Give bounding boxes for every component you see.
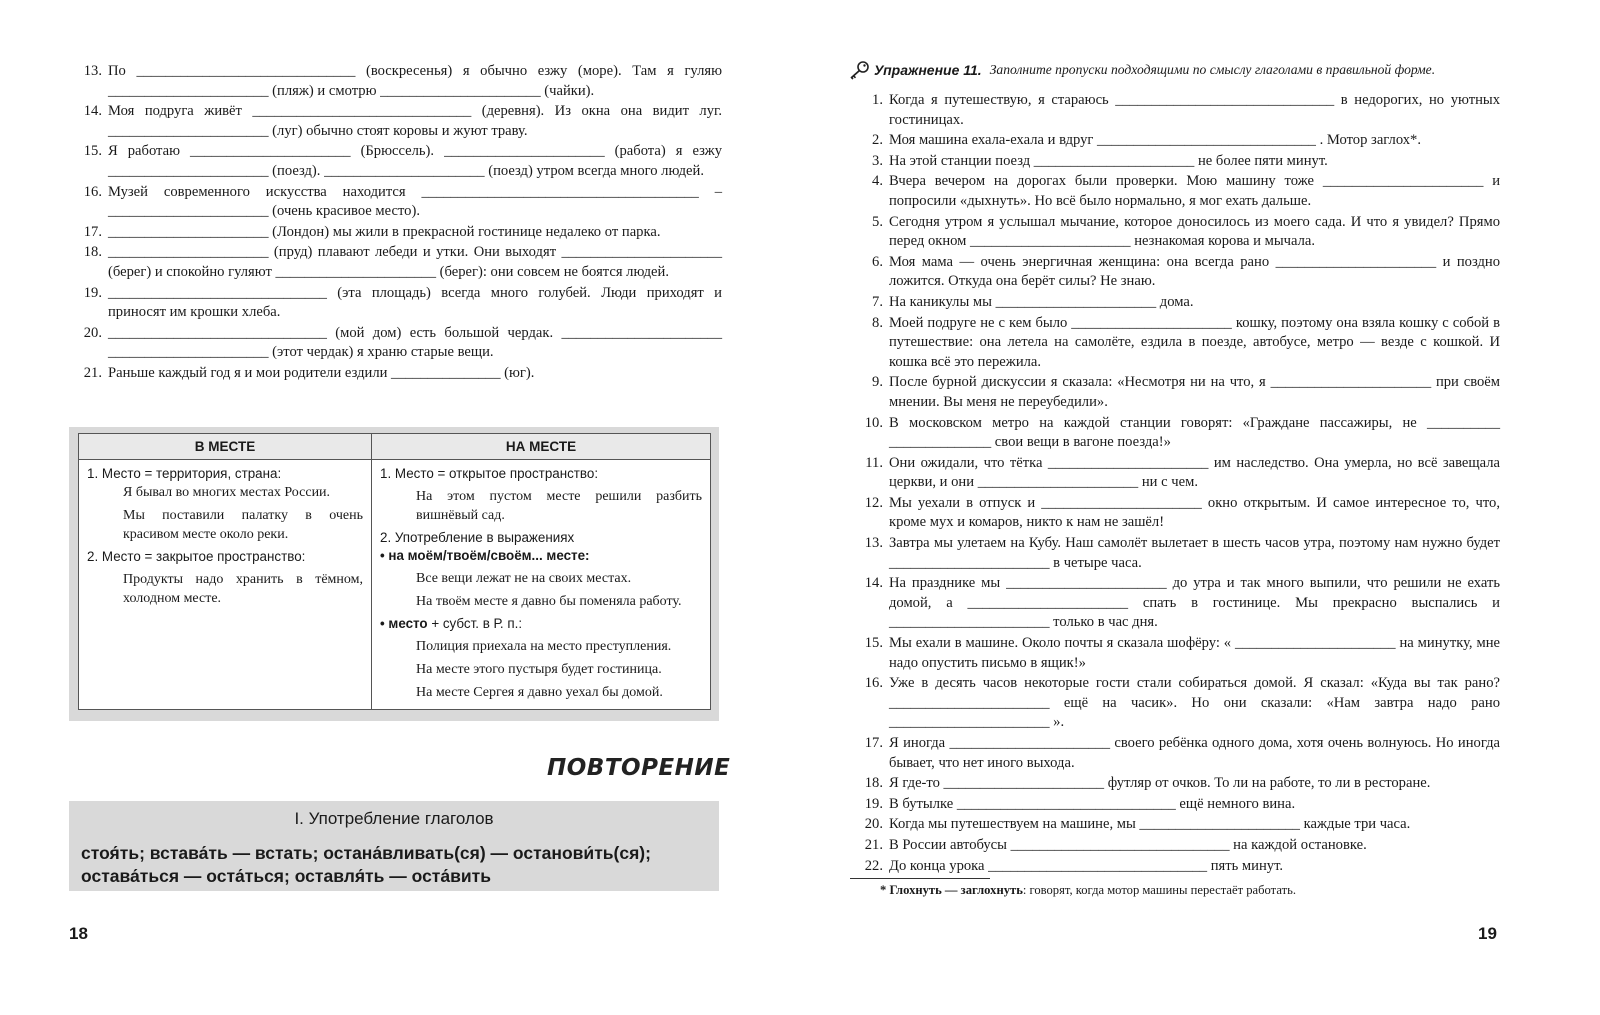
item-text: После бурной дискуссии я сказала: «Несмотря ни на что, я ______________________ при своём мнении. Вы меня не переубедили». (889, 374, 1500, 410)
item-text: На этой станции поезд ______________________ не более пяти минут. (889, 152, 1328, 169)
exercise-item (858, 373, 1500, 412)
item-text: Они ожидали, что тётка ______________________ им наследство. Она умерла, но всё завещала церкви, и они ______________________ ни с чем. (889, 454, 1500, 491)
exercise-item (858, 534, 1500, 573)
item-text: Завтра мы улетаем на Кубу. Наш самолёт вылетает в шесть часов утра, поэтому нам нужно будет ______________________ в четыре часа. (889, 535, 1500, 571)
exercise-item (82, 284, 722, 323)
item-number: 18. (864, 775, 883, 792)
item-text: ______________________________ (эта площадь) всегда много голубей. Люди приходят и приносят им крошки хлеба. (108, 284, 722, 321)
item-number: 12. (864, 494, 883, 511)
grammar-table (78, 433, 711, 710)
exercise-item (858, 795, 1500, 815)
item-text: В московском метро на каждой станции говорят: «Граждане пассажиры, не __________ ______________ свои вещи в вагоне поезда!» (889, 414, 1500, 451)
item-number: 18. (83, 244, 102, 261)
review-box (69, 801, 719, 891)
item-number: 19. (864, 795, 883, 812)
item-number: 10. (864, 414, 883, 431)
exercise-title: Упражнение 11. (874, 62, 982, 78)
example-text: На твоём месте я давно бы поменяла работу. (416, 594, 682, 609)
exercise-item (82, 183, 722, 222)
exercise-item (858, 314, 1500, 373)
exercise-item (82, 324, 722, 363)
item-text: Моя подруга живёт ______________________________ (деревня). Из окна она видит луг. ______________________ (луг) обычно стоят коровы и жуют траву. (108, 103, 722, 139)
item-text: ______________________________ (мой дом) есть большой чердак. ______________________ ______________________ (этот чердак) я храню старые вещи. (108, 324, 722, 361)
right-exercise-list (858, 91, 1500, 877)
exercise-item (858, 91, 1500, 130)
item-text: Моя машина ехала-ехала и вдруг ______________________________ . Мотор заглох*. (889, 132, 1421, 149)
example-text: На этом пустом месте решили разбить вишнёвый сад. (416, 489, 702, 523)
item-text: Я иногда ______________________ своего ребёнка одного дома, хотя очень волнуюсь. Но иногда бывает, что нет иного выхода. (889, 735, 1500, 771)
exercise-item (82, 142, 722, 181)
item-number: 21. (864, 836, 883, 853)
item-text: До конца урока ______________________________ пять минут. (889, 857, 1284, 874)
item-number: 14. (83, 103, 102, 120)
table-column-v-meste (79, 434, 372, 709)
item-text: ______________________ (Лондон) мы жили в прекрасной гостинице недалеко от парка. (108, 223, 661, 240)
item-number: 22. (864, 857, 883, 874)
item-number: 3. (872, 152, 883, 169)
item-text: Сегодня утром я услышал мычание, которое доносилось из моего сада. И что я увидел? Прямо перед окном ______________________ незнакомая корова и мычала. (889, 213, 1500, 250)
exercise-item (82, 62, 722, 101)
item-number: 13. (864, 535, 883, 552)
left-exercise-list (82, 62, 722, 385)
footnote-divider (850, 878, 990, 879)
exercise-item (858, 454, 1500, 493)
item-text: Мы уехали в отпуск и ______________________ окно открытым. И самое интересное то, что, кроме мух и комаров, никто к нам не зашёл! (889, 494, 1500, 531)
exercise-item (858, 574, 1500, 633)
item-text: Моей подруге не с кем было ______________________ кошку, поэтому она взяла кошку с собой в путешествие: она летела на самолёте, ездила в поезде, автобусе, метро — везде с кошкой. И кошка всё это пережила. (889, 314, 1500, 370)
item-text: В России автобусы ______________________________ на каждой остановке. (889, 836, 1367, 853)
rule-text: 1. Место = открытое пространство: (380, 466, 599, 481)
exercise-item (858, 152, 1500, 172)
item-number: 11. (865, 454, 883, 471)
item-number: 21. (83, 364, 102, 381)
review-verbs-line: стоя́ть; встава́ть — встать; остана́вливать(ся) — останови́ть(ся); (81, 843, 651, 863)
table-header-v-meste: В МЕСТЕ (79, 434, 371, 460)
example-text: Я бывал во многих местах России. (123, 485, 331, 500)
item-text: Мы ехали в машине. Около почты я сказала шофёру: « ______________________ на минутку, мне надо опустить письмо в ящик!» (889, 635, 1500, 671)
rule-text: 2. Место = закрытое пространство: (87, 549, 306, 564)
item-number: 20. (83, 324, 102, 341)
rule-text: 2. Употребление в выражениях (380, 530, 575, 545)
item-number: 4. (872, 173, 883, 190)
table-header-na-meste: НА МЕСТЕ (372, 434, 710, 460)
item-number: 16. (83, 183, 102, 200)
item-text: Уже в десять часов некоторые гости стали собираться домой. Я сказал: «Куда вы так рано? ______________________ ещё на часик». Но они сказали: «Нам завтра надо рано ______________________ ». (889, 675, 1500, 731)
item-text: ______________________ (пруд) плавают лебеди и утки. Они выходят ______________________ (берег) и спокойно гуляют ______________________ (берег): они совсем не боятся людей. (108, 244, 722, 280)
item-text: Музей современного искусства находится ______________________________________ – ______________________ (очень красивое место). (108, 183, 722, 220)
item-text: Моя мама — очень энергичная женщина: она всегда рано ______________________ и поздно ложится. Откуда она берёт силы? Не знаю. (889, 253, 1500, 290)
item-text: На празднике мы ______________________ до утра и так много выпили, что решили не ехать домой, а ______________________ спать в гостинице. Мы прекрасно выспались и ______________________ только в час дня. (889, 575, 1500, 631)
exercise-item (858, 815, 1500, 835)
exercise-item (858, 213, 1500, 252)
item-text: Вчера вечером на дорогах были проверки. Мою машину тоже ______________________ и попросили «дыхнуть». Но всё было нормально, я мог ехать дальше. (889, 173, 1500, 209)
exercise-item (858, 634, 1500, 673)
review-title: ПОВТОРЕНИЕ (547, 755, 731, 781)
exercise-item (82, 223, 722, 243)
example-text: На месте Сергея я давно уехал бы домой. (416, 685, 663, 700)
exercise-instruction: Заполните пропуски подходящими по смыслу глаголами в правильной форме. (989, 62, 1436, 77)
item-number: 17. (864, 735, 883, 751)
example-text: Все вещи лежат не на своих местах. (416, 571, 632, 586)
item-number: 2. (872, 132, 883, 149)
footnote-text: : говорят, когда мотор машины перестаёт работать. (1022, 883, 1297, 897)
exercise-item (858, 414, 1500, 453)
page-number-right: 19 (1478, 924, 1497, 943)
exercise-item (82, 102, 722, 141)
footnote-term: * Глохнуть — заглохнуть (880, 883, 1023, 897)
item-number: 16. (864, 675, 883, 692)
table-column-na-meste (372, 434, 710, 709)
item-text: Когда я путешествую, я стараюсь ______________________________ в недорогих, но уютных гостиницах. (889, 92, 1500, 128)
exercise-item (858, 293, 1500, 313)
item-number: 8. (872, 314, 883, 331)
item-number: 13. (83, 63, 102, 79)
item-number: 19. (83, 284, 102, 301)
item-text: Раньше каждый год я и мои родители ездили _______________ (юг). (108, 364, 535, 381)
item-number: 20. (864, 816, 883, 833)
item-number: 7. (872, 293, 883, 310)
item-number: 5. (872, 213, 883, 230)
example-text: На месте этого пустыря будет гостиница. (416, 662, 662, 677)
item-text: Я где-то ______________________ футляр от очков. То ли на работе, то ли в ресторане. (889, 775, 1431, 792)
page-number-left: 18 (69, 924, 88, 943)
item-number: 6. (872, 253, 883, 270)
item-text: В бутылке ______________________________ ещё немного вина. (889, 795, 1296, 812)
bullet-text: • на моём/твоём/своём... месте: (380, 548, 590, 563)
exercise-item (858, 857, 1500, 877)
rule-text: 1. Место = территория, страна: (87, 466, 282, 481)
exercise-item (858, 774, 1500, 794)
item-text: На каникулы мы ______________________ дома. (889, 293, 1194, 310)
footnote (880, 883, 1296, 898)
item-number: 15. (83, 143, 102, 160)
item-number: 15. (864, 635, 883, 652)
exercise-item (858, 734, 1500, 773)
exercise-header (848, 60, 1435, 80)
exercise-item (858, 674, 1500, 733)
exercise-item (858, 836, 1500, 856)
item-number: 9. (872, 374, 883, 391)
item-text: Когда мы путешествуем на машине, мы ______________________ каждые три часа. (889, 816, 1411, 833)
review-verbs-line: остава́ться — оста́ться; оставля́ть — оста́вить (81, 866, 491, 886)
item-text: По ______________________________ (воскресенья) я обычно езжу (море). Там я гуляю ______________________ (пляж) и смотрю ______________________ (чайки). (108, 63, 722, 99)
exercise-item (858, 253, 1500, 292)
exercise-item (82, 364, 722, 384)
exercise-item (858, 131, 1500, 151)
bullet-text: • место (380, 616, 428, 631)
bullet-rest-text: + субст. в Р. п.: (427, 616, 523, 631)
item-number: 17. (83, 223, 102, 240)
item-number: 1. (872, 92, 883, 108)
example-text: Полиция приехала на место преступления. (416, 639, 672, 654)
item-text: Я работаю ______________________ (Брюссель). ______________________ (работа) я езжу ______________________ (поезд). ______________________ (поезд) утром всегда много людей. (108, 143, 722, 179)
review-heading: I. Употребление глаголов (294, 809, 494, 828)
exercise-item (858, 494, 1500, 533)
exercise-item (82, 243, 722, 282)
exercise-item (858, 172, 1500, 211)
example-text: Продукты надо хранить в тёмном, холодном месте. (123, 572, 363, 606)
example-text: Мы поставили палатку в очень красивом месте около реки. (123, 508, 363, 542)
key-icon (848, 60, 870, 80)
review-verbs (81, 842, 711, 888)
item-number: 14. (864, 575, 883, 592)
